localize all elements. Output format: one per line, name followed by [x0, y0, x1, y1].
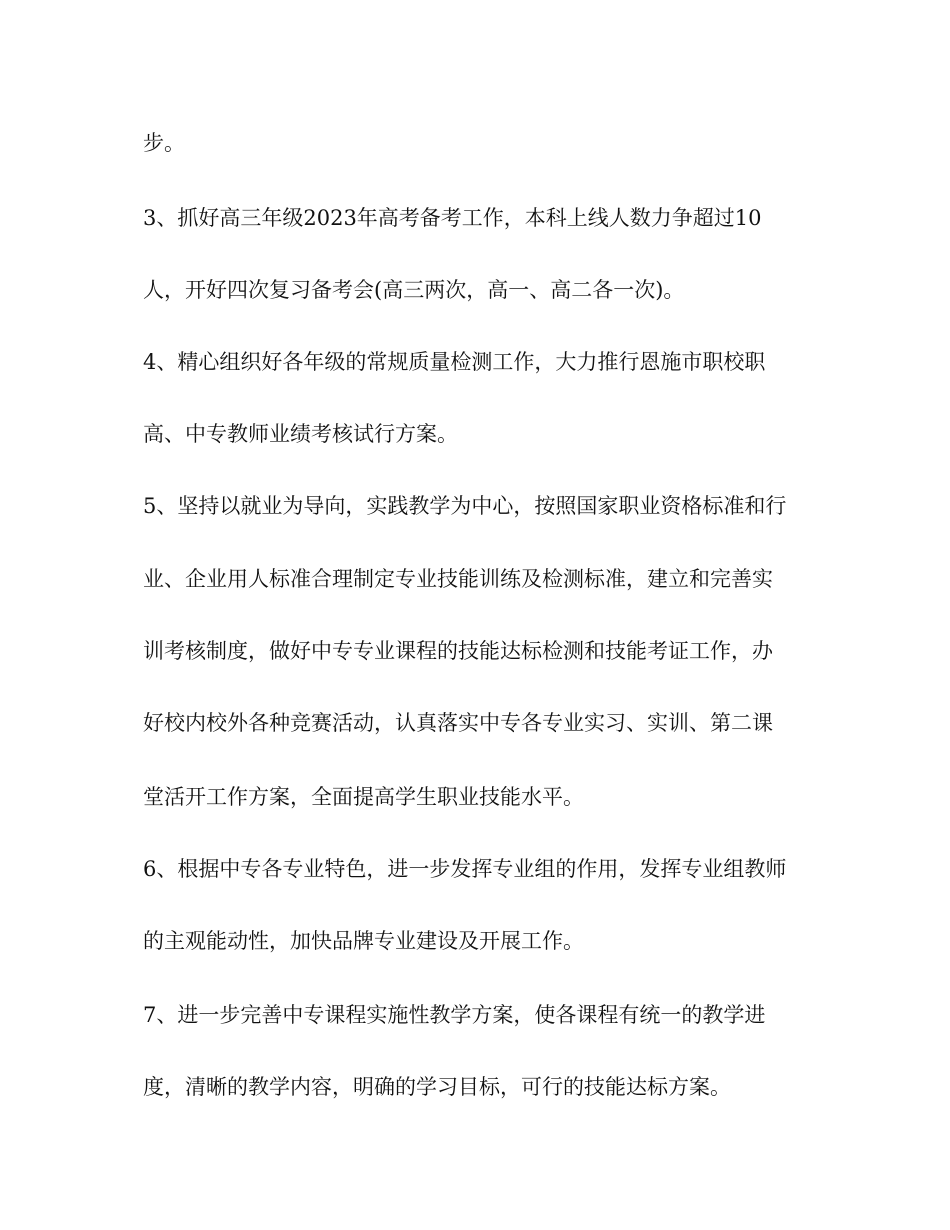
text-line: 高、中专教师业绩考核试行方案。: [143, 422, 458, 446]
text-line: 度，清晰的教学内容，明确的学习目标，可行的技能达标方案。: [143, 1075, 731, 1099]
text-line: 6、根据中专各专业特色，进一步发挥专业组的作用，发挥专业组教师: [143, 857, 787, 881]
text-line: 4、精心组织好各年级的常规质量检测工作，大力推行恩施市职校职: [143, 350, 766, 374]
text-line: 7、进一步完善中专课程实施性教学方案，使各课程有统一的教学进: [143, 1003, 766, 1027]
text-line: 好校内校外各种竞赛活动，认真落实中专各专业实习、实训、第二课: [143, 711, 773, 735]
text-line: 5、坚持以就业为导向，实践教学为中心，按照国家职业资格标准和行: [143, 494, 787, 518]
text-line: 的主观能动性，加快品牌专业建设及开展工作。: [143, 929, 584, 953]
text-line: 步。: [143, 131, 185, 155]
text-line: 3、抓好高三年级2023年高考备考工作，本科上线人数力争超过10: [143, 206, 762, 230]
text-line: 人，开好四次复习备考会(高三两次，高一、高二各一次)。: [143, 278, 685, 302]
text-line: 训考核制度，做好中专专业课程的技能达标检测和技能考证工作，办: [143, 639, 773, 663]
text-line: 业、企业用人标准合理制定专业技能训练及检测标准，建立和完善实: [143, 567, 773, 591]
text-line: 堂活开工作方案，全面提高学生职业技能水平。: [143, 785, 584, 809]
